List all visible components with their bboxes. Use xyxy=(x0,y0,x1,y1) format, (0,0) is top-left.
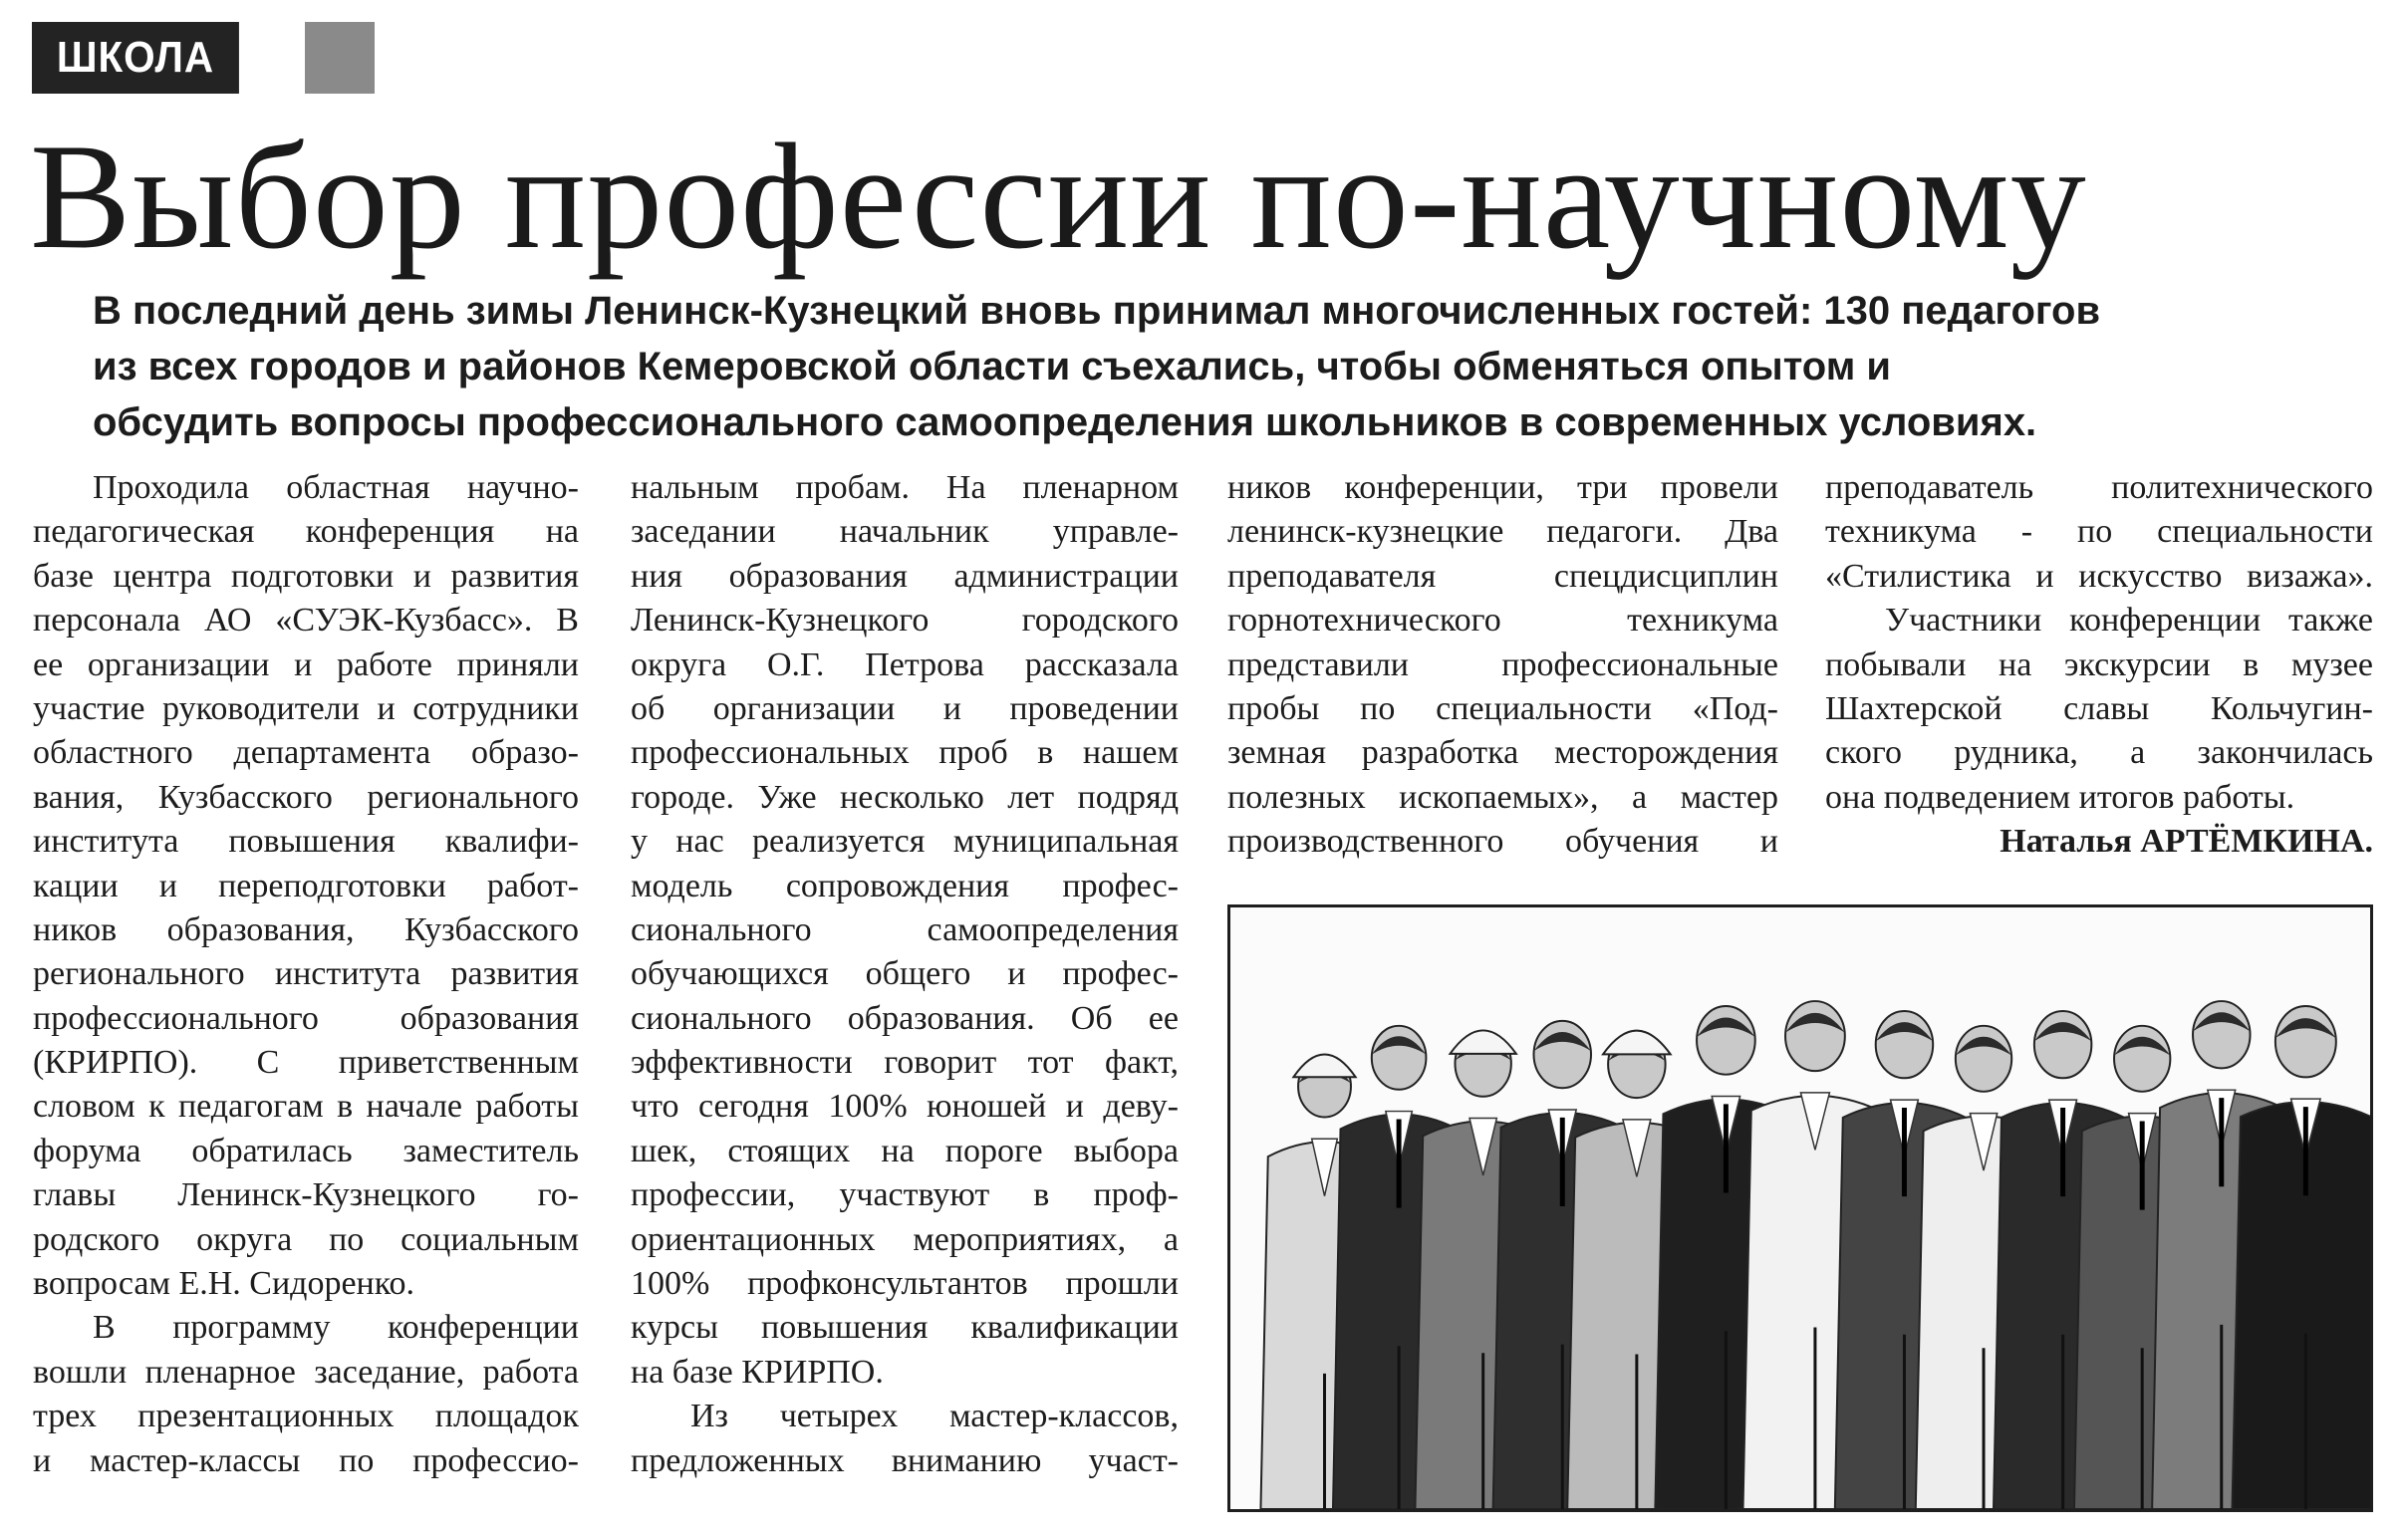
people-group-illustration xyxy=(1230,907,2370,1509)
text-line: побывали на экскурсии в музее xyxy=(1825,645,2373,683)
text-line: шек, стоящих на пороге выбора xyxy=(631,1132,1179,1169)
text-line: главы Ленинск-Кузнецкого го- xyxy=(33,1176,579,1214)
text-line: Проходила областная научно- xyxy=(93,469,579,506)
text-line: округа О.Г. Петрова рассказала xyxy=(631,645,1179,683)
text-line: регионального института развития xyxy=(33,955,579,993)
text-line: предложенных вниманию участ- xyxy=(631,1441,1179,1479)
text-line: на базе КРИРПО. xyxy=(631,1353,884,1391)
text-line: производственного обучения и xyxy=(1227,823,1778,861)
text-line: вания, Кузбасского регионального xyxy=(33,778,579,816)
text-line: форума обратилась заместитель xyxy=(33,1132,579,1169)
rubric-label: ШКОЛА xyxy=(32,22,239,94)
text-line: ников образования, Кузбасского xyxy=(33,910,579,948)
text-line: кации и переподготовки работ- xyxy=(33,867,579,904)
text-line: В программу конференции xyxy=(93,1309,579,1347)
text-line: ленинск-кузнецкие педагоги. Два xyxy=(1227,513,1778,551)
text-line: трех презентационных площадок xyxy=(33,1398,579,1435)
text-line: профессии, участвуют в проф- xyxy=(631,1176,1179,1214)
text-line: сионального образования. Об ее xyxy=(631,999,1179,1037)
text-line: горнотехнического техникума xyxy=(1227,602,1778,640)
text-line: заседании начальник управле- xyxy=(631,513,1179,551)
text-line: и мастер-классы по профессио- xyxy=(33,1441,579,1479)
text-line: земная разработка месторождения xyxy=(1227,734,1778,772)
text-line: базе центра подготовки и развития xyxy=(33,557,579,595)
text-line: нальным пробам. На пленарном xyxy=(631,469,1179,506)
text-line: педагогическая конференция на xyxy=(33,513,579,551)
author-signature: Наталья АРТЁМКИНА. xyxy=(2000,823,2373,861)
article-column-3 xyxy=(1227,466,1778,865)
text-line: полезных ископаемых», а мастер xyxy=(1227,778,1778,816)
lead-line: В последний день зимы Ленинск-Кузнецкий вновь принимал многочисленных гостей: 130 педагогов xyxy=(93,289,2101,333)
text-line: ния образования администрации xyxy=(631,557,1179,595)
text-line: Шахтерской славы Кольчугин- xyxy=(1825,689,2373,727)
text-line: ского рудника, а закончилась xyxy=(1825,734,2373,772)
headline: Выбор профессии по-научному xyxy=(30,113,2087,280)
text-line: модель сопровождения профес- xyxy=(631,867,1179,904)
text-line: что сегодня 100% юношей и деву- xyxy=(631,1088,1179,1126)
text-line: обучающихся общего и профес- xyxy=(631,955,1179,993)
text-line: ориентационных мероприятиях, а xyxy=(631,1220,1179,1258)
text-line: у нас реализуется муниципальная xyxy=(631,823,1179,861)
text-line: ников конференции, три провели xyxy=(1227,469,1778,506)
text-line: техникума - по специальности xyxy=(1825,513,2373,551)
text-line: «Стилистика и искусство визажа». xyxy=(1825,557,2373,595)
text-line: Ленинск-Кузнецкого городского xyxy=(631,602,1179,640)
text-line: ее организации и работе приняли xyxy=(33,645,579,683)
text-line: городе. Уже несколько лет подряд xyxy=(631,778,1179,816)
lead-paragraph xyxy=(93,283,2384,450)
text-line: профессионального образования xyxy=(33,999,579,1037)
article-column-1 xyxy=(33,466,579,1483)
text-line: вопросам Е.Н. Сидоренко. xyxy=(33,1265,415,1303)
text-line: словом к педагогам в начале работы xyxy=(33,1088,579,1126)
text-line: об организации и проведении xyxy=(631,689,1179,727)
text-line: родского округа по социальным xyxy=(33,1220,579,1258)
article-column-2 xyxy=(631,466,1179,1483)
text-line: преподавателя спецдисциплин xyxy=(1227,557,1778,595)
text-line: Из четырех мастер-классов, xyxy=(690,1398,1179,1435)
text-line: преподаватель политехнического xyxy=(1825,469,2373,506)
text-line: областного департамента образо- xyxy=(33,734,579,772)
article-column-4 xyxy=(1825,466,2373,865)
text-line: Участники конференции также xyxy=(1885,602,2373,640)
text-line: представили профессиональные xyxy=(1227,645,1778,683)
text-line: пробы по специальности «Под- xyxy=(1227,689,1778,727)
lead-line: из всех городов и районов Кемеровской области съехались, чтобы обменяться опытом и xyxy=(93,345,1891,388)
text-line: эффективности говорит тот факт, xyxy=(631,1044,1179,1082)
text-line: сионального самоопределения xyxy=(631,910,1179,948)
group-photo xyxy=(1227,904,2373,1512)
person-figure xyxy=(2233,1006,2370,1509)
text-line: (КРИРПО). С приветственным xyxy=(33,1044,579,1082)
text-line: вошли пленарное заседание, работа xyxy=(33,1353,579,1391)
text-line: профессиональных проб в нашем xyxy=(631,734,1179,772)
text-line: 100% профконсультантов прошли xyxy=(631,1265,1179,1303)
rubric-decor-square xyxy=(305,22,375,94)
lead-line: обсудить вопросы профессионального самоопределения школьников в современных условиях. xyxy=(93,400,2037,444)
text-line: института повышения квалифи- xyxy=(33,823,579,861)
text-line: участие руководители и сотрудники xyxy=(33,689,579,727)
text-line: персонала АО «СУЭК-Кузбасс». В xyxy=(33,602,579,640)
text-line: курсы повышения квалификации xyxy=(631,1309,1179,1347)
text-line: она подведением итогов работы. xyxy=(1825,778,2295,816)
